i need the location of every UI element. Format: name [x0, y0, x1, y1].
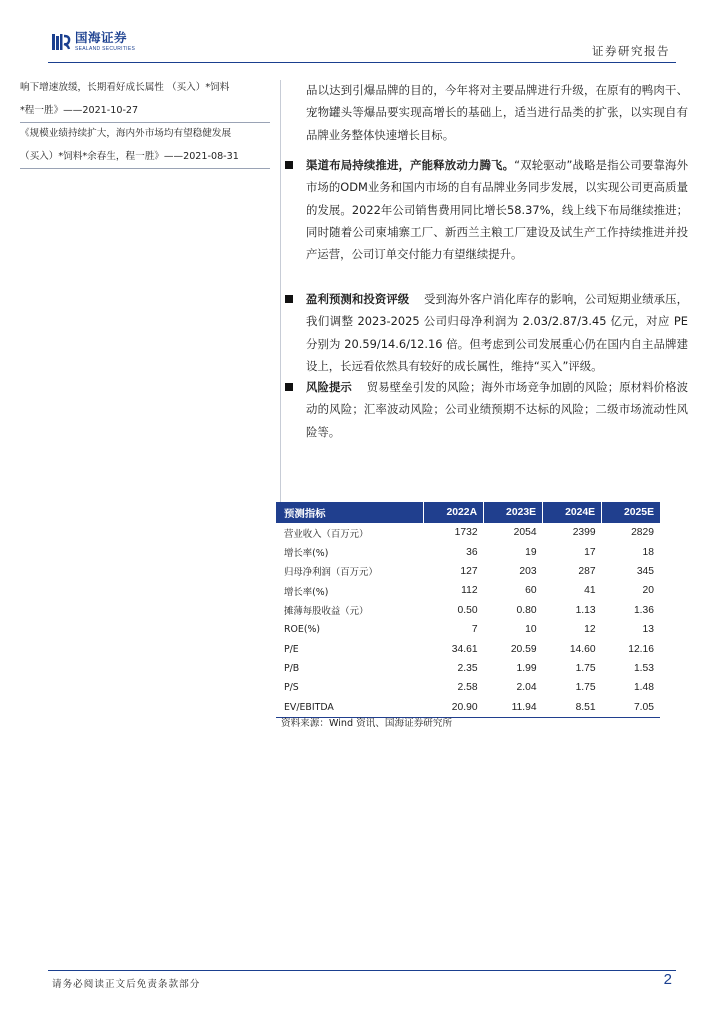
column-divider — [280, 80, 281, 512]
table-row-label: P/S — [284, 682, 299, 694]
table-cell: 7 — [471, 624, 478, 636]
table-cell: 203 — [519, 565, 537, 577]
forecast-table — [276, 502, 660, 718]
table-cell: 0.50 — [457, 604, 478, 616]
bullet-text: “双轮驱动”战略是指公司要靠海外市场的ODM业务和国内市场的自有品牌业务同步发展，以实现公司更高质量的发展。2022年公司销售费用同比增长58.37%，线上线下布局继续推进；同时随着公司柬埔寨工厂、新西兰主粮工厂建设及试生产工作持续推进并投产运营，公司订单交付能力有望继续提升。 — [306, 158, 688, 262]
table-cell: 12.16 — [628, 643, 654, 655]
table-row-label: P/E — [284, 643, 299, 655]
table-cell: 34.61 — [451, 643, 478, 655]
table-cell: 2.04 — [516, 682, 537, 694]
table-cell: 2.35 — [457, 662, 478, 674]
table-cell: 8.51 — [543, 698, 602, 718]
table-cell: 20.90 — [424, 698, 484, 718]
table-cell: 20 — [642, 585, 654, 597]
logo-mark-icon — [51, 32, 71, 52]
table-cell: 12 — [584, 624, 596, 636]
bullet-channel — [284, 154, 688, 265]
related-report-line: （买入）*饲料*余春生，程一胜》——2021-08-31 — [20, 146, 270, 170]
related-reports — [20, 77, 270, 169]
table-cell: 11.94 — [484, 698, 543, 718]
table-row-label: 营业收入（百万元） — [284, 528, 369, 540]
table-cell: 127 — [460, 565, 478, 577]
bullet-heading: 风险提示 — [306, 380, 352, 394]
table-cell: 20.59 — [510, 643, 537, 655]
table-row — [276, 581, 660, 600]
company-logo — [51, 32, 135, 52]
logo-name-en: SEALAND SECURITIES — [75, 45, 136, 52]
table-cell: 2054 — [513, 527, 537, 539]
table-header-cell: 2023E — [484, 502, 543, 523]
table-cell: 1.13 — [575, 604, 596, 616]
footer-divider — [48, 970, 676, 971]
table-cell: 14.60 — [569, 643, 596, 655]
table-cell: 0.80 — [516, 604, 537, 616]
table-cell: 2.58 — [457, 682, 478, 694]
table-row-label: 增长率(%) — [284, 548, 329, 560]
table-cell: 1.75 — [575, 682, 596, 694]
report-type-title: 证券研究报告 — [592, 44, 670, 58]
table-cell: 112 — [461, 585, 478, 597]
table-cell: 60 — [525, 585, 537, 597]
table-header-row — [276, 502, 660, 523]
bullet-square-icon — [285, 161, 293, 169]
table-cell: 36 — [466, 546, 478, 558]
table-header-cell: 2025E — [602, 502, 660, 523]
table-cell: 18 — [642, 546, 654, 558]
table-cell: 1.36 — [633, 604, 654, 616]
table-cell: 345 — [636, 565, 654, 577]
table-cell: 13 — [642, 624, 654, 636]
table-header-cell: 2024E — [543, 502, 602, 523]
table-row — [276, 659, 660, 678]
header-divider — [48, 62, 676, 63]
table-cell: 1732 — [454, 527, 478, 539]
bullet-text: 受到海外客户消化库存的影响，公司短期业绩承压，我们调整 2023-2025 公司归母净利润为 2.03/2.87/3.45 亿元，对应 PE 分别为 20.59/14.6/12.16 倍。但考虑到公司发展重心仍在国内自主品牌建设上，长远看依然具有较好的成长属性，维持“买入”评级。 — [306, 292, 688, 373]
table-cell: 2829 — [631, 527, 654, 539]
table-row — [276, 620, 660, 639]
table-header-cell: 2022A — [424, 502, 484, 523]
table-cell: 287 — [578, 565, 596, 577]
page-number: 2 — [663, 971, 672, 988]
table-cell: 19 — [525, 546, 537, 558]
bullet-square-icon — [285, 295, 293, 303]
table-row-label: EV/EBITDA — [276, 698, 424, 718]
table-row-label: ROE(%) — [284, 624, 321, 636]
bullet-square-icon — [285, 383, 293, 391]
table-row — [276, 562, 660, 581]
table-row-label: P/B — [284, 662, 300, 674]
table-row-label: 增长率(%) — [284, 586, 329, 598]
table-cell: 1.75 — [575, 662, 596, 674]
bullet-forecast — [284, 288, 688, 377]
table-cell: 1.53 — [633, 662, 654, 674]
table-row — [276, 523, 660, 542]
bullet-heading: 渠道布局持续推进，产能释放动力腾飞。 — [306, 158, 515, 172]
table-cell: 41 — [584, 585, 596, 597]
table-source: 资料来源：Wind 资讯、国海证券研究所 — [281, 718, 453, 729]
logo-name-cn: 国海证券 — [75, 30, 128, 46]
bullet-risk — [284, 376, 688, 443]
related-report-line: 响下增速放缓，长期看好成长属性 （买入）*饲料 — [20, 82, 230, 93]
table-cell: 7.05 — [602, 698, 660, 718]
table-cell: 1.99 — [516, 662, 537, 674]
table-cell: 10 — [525, 624, 537, 636]
table-row-label: 摊薄每股收益（元） — [284, 606, 369, 618]
table-cell: 17 — [584, 546, 596, 558]
table-cell: 2399 — [572, 527, 596, 539]
table-header-cell: 预测指标 — [276, 502, 424, 523]
bullet-heading: 盈利预测和投资评级 — [306, 292, 410, 306]
table-row — [276, 542, 660, 561]
table-cell: 1.48 — [633, 682, 654, 694]
table-row — [276, 639, 660, 658]
related-report-line: 《规模业绩持续扩大，海内外市场均有望稳健发展 — [20, 128, 232, 139]
table-row — [276, 678, 660, 697]
table-row-label: 归母净利润（百万元） — [284, 567, 378, 579]
intro-paragraph: 品以达到引爆品牌的目的，今年将对主要品牌进行升级，在原有的鸭肉干、宠物罐头等爆品要实现高增长的基础上，适当进行品类的扩张，以实现自有品牌业务整体快速增长目标。 — [306, 83, 688, 142]
table-row — [276, 601, 660, 620]
footer-disclaimer: 请务必阅读正文后免责条款部分 — [52, 979, 201, 990]
bullet-text: 贸易壁垒引发的风险；海外市场竞争加剧的风险；原材料价格波动的风险；汇率波动风险；公司业绩预期不达标的风险；二级市场流动性风险等。 — [306, 380, 688, 439]
related-report-line: *程一胜》——2021-10-27 — [20, 100, 270, 124]
